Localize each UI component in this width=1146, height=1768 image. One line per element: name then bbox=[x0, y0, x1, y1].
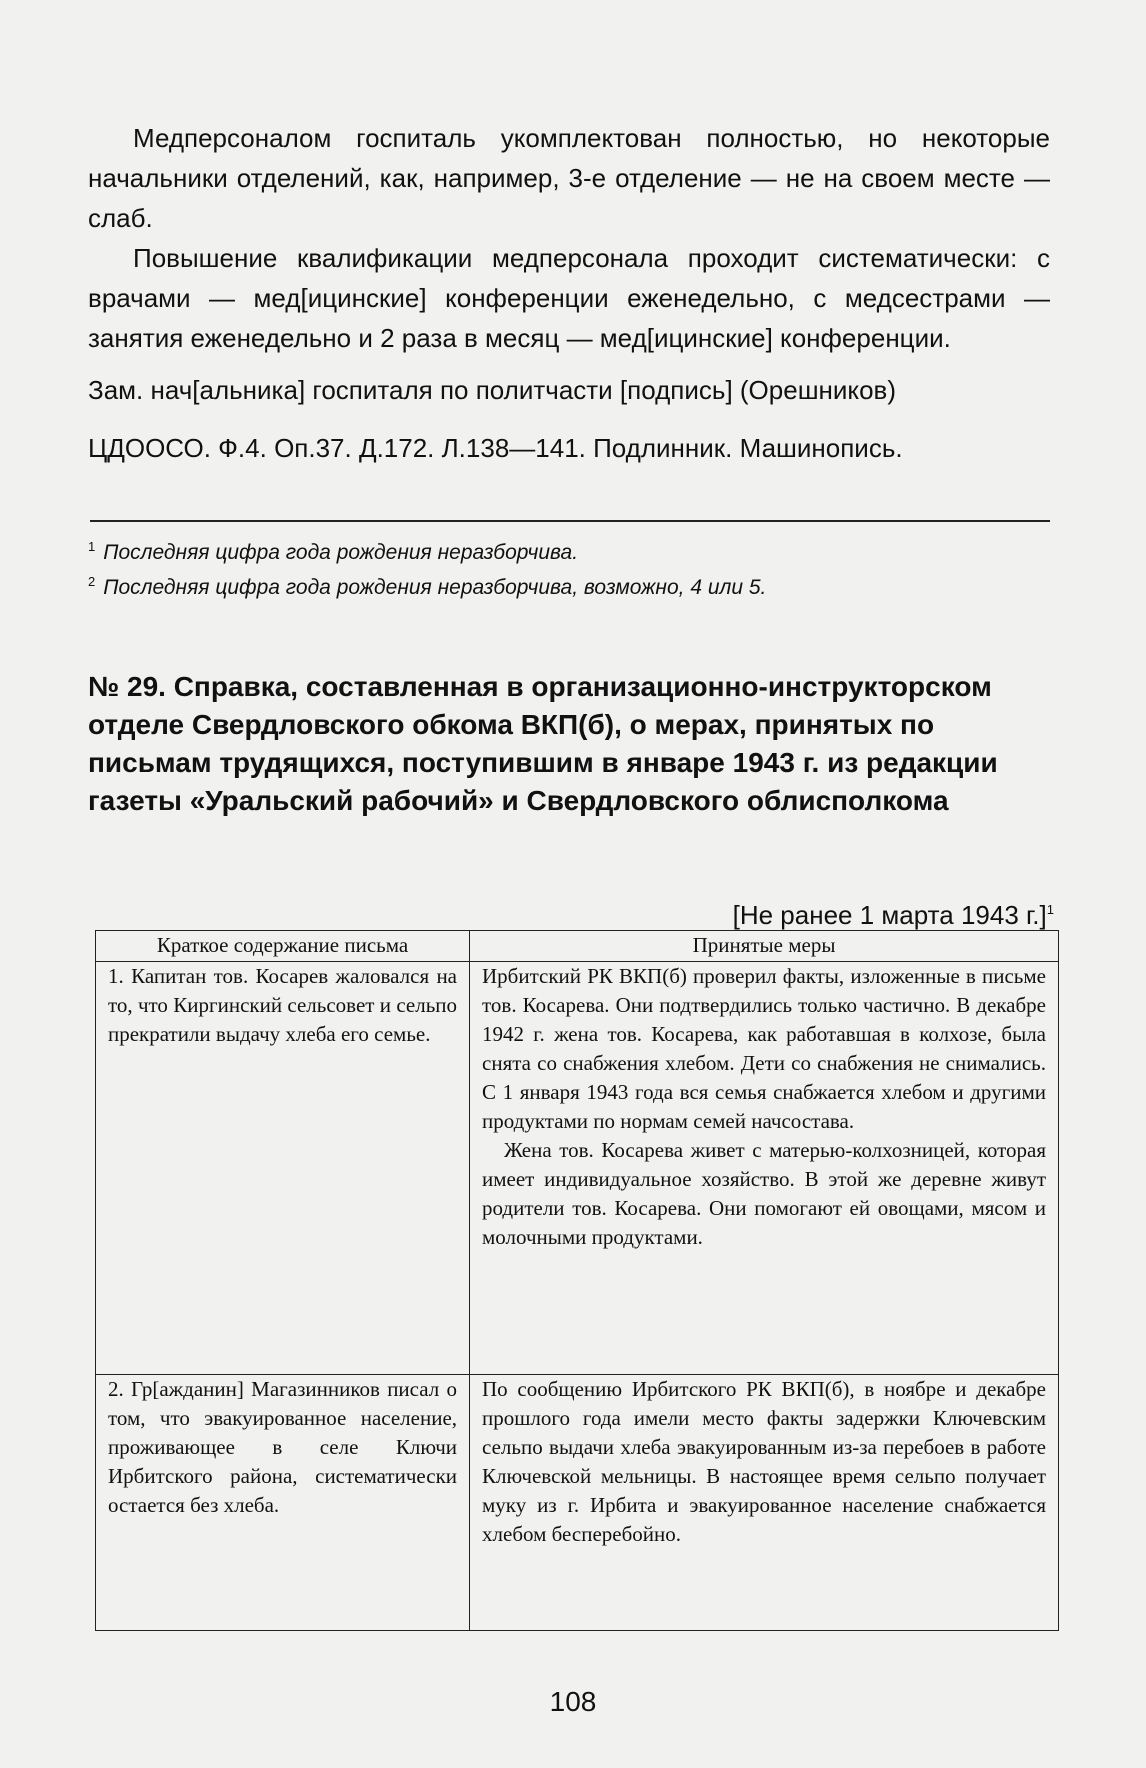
measures-cell bbox=[470, 962, 1059, 1375]
signature-line: Зам. нач[альника] госпиталя по политчасти [подпись] (Орешников) bbox=[88, 375, 897, 405]
measures-text: Ирбитский РК ВКП(б) проверил факты, изложенные в письме тов. Косарева. Они подтвердились только частично. В декабре 1942 г. жена тов. Косарева, как работавшая в колхозе, была снята со снабжения хлебом. Дети со снабжения не снимались. С 1 января 1943 года вся семья снабжается хлебом и другими продуктами по нормам семей начсостава. bbox=[482, 964, 1046, 1133]
letters-table bbox=[95, 930, 1059, 1631]
measures-text: Жена тов. Косарева живет с матерью-колхозницей, которая имеет индивидуальное хозяйство. В этой же деревне живут родители тов. Косарева. Они помогают ей овощами, мясом и молочными продуктами. bbox=[482, 1138, 1046, 1249]
paragraph: Повышение квалификации медперсонала проходит систематически: с врачами — мед[ицинские] конференции еженедельно, с медсестрами — занятия еженедельно и 2 раза в месяц — мед[ицинские] конференции. bbox=[88, 243, 1050, 353]
measures-cell bbox=[470, 1375, 1059, 1631]
table-header-row bbox=[96, 931, 1059, 962]
paragraph: Медперсоналом госпиталь укомплектован полностью, но некоторые начальники отделений, как, например, 3-е отделение — не на своем месте — слаб. bbox=[88, 123, 1050, 233]
footnote-text: Последняя цифра года рождения неразборчива, возможно, 4 или 5. bbox=[103, 576, 767, 599]
footnote-mark: 2 bbox=[88, 574, 96, 589]
table-row bbox=[96, 1375, 1059, 1631]
page-number: 108 bbox=[549, 1686, 597, 1717]
footnote-divider bbox=[90, 520, 1050, 522]
column-header-summary: Краткое содержание письма bbox=[96, 931, 470, 962]
date-text: [Не ранее 1 марта 1943 г.] bbox=[732, 900, 1047, 930]
footnote-text: Последняя цифра года рождения неразборчива. bbox=[103, 541, 579, 564]
document-date bbox=[733, 893, 1054, 932]
footnote-1 bbox=[88, 532, 1050, 567]
column-header-measures: Принятые меры bbox=[470, 931, 1059, 962]
footnote-mark: 1 bbox=[88, 539, 96, 554]
letter-summary-cell bbox=[96, 1375, 470, 1631]
letter-summary: 2. Гр[ажданин] Магазинников писал о том, что эвакуированное население, проживающее в селе Ключи Ирбитского района, систематически остается без хлеба. bbox=[108, 1377, 458, 1517]
letter-summary-cell bbox=[96, 962, 470, 1375]
document-title: № 29. Справка, составленная в организационно-инструкторском отделе Свердловского обкома ВКП(б), о мерах, принятых по письмам трудящихся, поступившим в январе 1943 г. из редакции газеты «Уральский рабочий» и Свердловского облисполкома bbox=[88, 671, 998, 816]
table-row bbox=[96, 962, 1059, 1375]
report-ending bbox=[88, 118, 1050, 466]
footnotes bbox=[88, 532, 1050, 602]
archive-reference: ЦДООСО. Ф.4. Оп.37. Д.172. Л.138—141. Подлинник. Машинопись. bbox=[88, 433, 903, 463]
letter-summary: 1. Капитан тов. Косарев жаловался на то, что Киргинский сельсовет и сельпо прекратили выдачу хлеба его семье. bbox=[108, 964, 458, 1046]
measures-text: По сообщению Ирбитского РК ВКП(б), в ноябре и декабре прошлого года имели место факты задержки Ключевским сельпо выдачи хлеба эвакуированным из-за перебоев в работе Ключевской мельницы. В настоящее время сельпо получает муку из г. Ирбита и эвакуированное население снабжается хлебом бесперебойно. bbox=[482, 1377, 1046, 1546]
footnote-2 bbox=[88, 567, 1050, 602]
date-footnote-mark: 1 bbox=[1046, 902, 1054, 917]
